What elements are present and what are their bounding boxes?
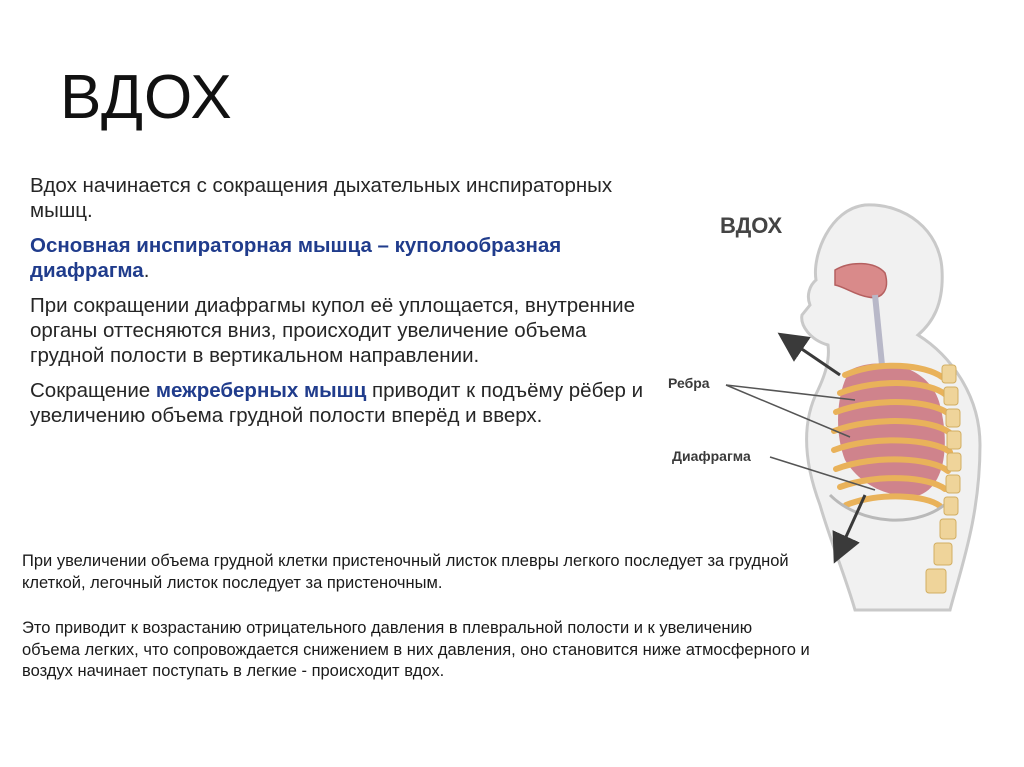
paragraph-main-muscle-tail: .	[143, 259, 150, 282]
paragraph-diaphragm-text: При сокращении диафрагмы купол её уплощается, внутренние органы оттесняются вниз, происходит увеличение объема грудной полости в вертикальном направлении.	[30, 294, 636, 367]
paragraph-main-muscle	[30, 233, 650, 283]
torso-illustration	[650, 195, 990, 615]
highlight-diaphragm: Основная инспираторная мышца – куполообразная диафрагма	[30, 234, 562, 282]
highlight-intercostal: межреберных мышц	[155, 379, 367, 402]
paragraph-intro-text: Вдох начинается с сокращения дыхательных инспираторных мышц.	[30, 174, 613, 222]
figure-label-ribs: Ребра	[668, 375, 710, 391]
paragraph-intercostal-tail: приводит к подъёму рёбер и увеличению объема грудной полости вперёд и вверх.	[30, 379, 644, 427]
paragraph-intercostal	[30, 378, 650, 428]
paragraph-intercostal-lead: Сокращение	[30, 379, 156, 402]
note-pleura: При увеличении объема грудной клетки пристеночный листок плевры легкого последует за грудной клеткой, легочный листок последует за пристеночным.	[22, 552, 789, 592]
figure-label-diaphragm: Диафрагма	[672, 448, 751, 464]
main-text	[30, 173, 650, 438]
note-pressure: Это приводит к возрастанию отрицательного давления в плевральной полости и к увеличению объема легких, что сопровождается снижением в них давления, оно становится ниже атмосферного и воздух начинает поступать в легкие - происходит вдох.	[22, 619, 810, 680]
inhalation-figure	[650, 195, 990, 615]
paragraph-intro	[30, 173, 650, 223]
slide-title: ВДОХ	[60, 63, 233, 132]
figure-title: ВДОХ	[720, 213, 783, 238]
paragraph-diaphragm-contraction	[30, 293, 650, 368]
